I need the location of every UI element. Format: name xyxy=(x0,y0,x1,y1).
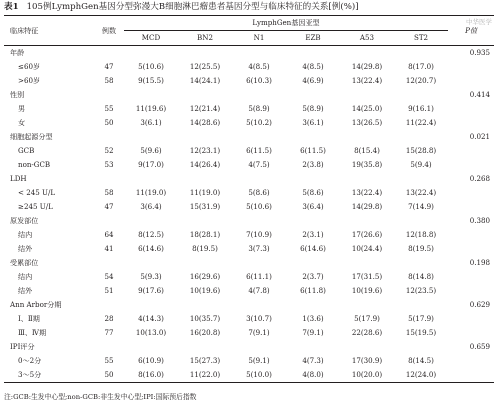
p-value xyxy=(448,102,494,116)
subtype-count-cell: 14(29.8) xyxy=(351,202,383,211)
empty-cell xyxy=(286,172,340,186)
empty-cell xyxy=(286,298,340,312)
case-count: 51 xyxy=(104,286,114,295)
p-value xyxy=(448,368,494,383)
table-row xyxy=(4,74,494,88)
empty-cell xyxy=(394,88,448,102)
watermark: 中华医学 xyxy=(466,18,492,26)
empty-cell xyxy=(94,214,124,228)
case-count: 52 xyxy=(104,146,114,155)
subtype-count-cell: 13(22.4) xyxy=(351,76,383,85)
subtype-count-cell: 7(14.9) xyxy=(408,202,434,211)
subgroup-label: 结内 xyxy=(18,272,33,281)
subtype-count-cell: 12(21.4) xyxy=(189,104,221,113)
subtype-count-cell: 17(31.5) xyxy=(351,272,383,281)
empty-cell xyxy=(178,130,232,144)
empty-cell xyxy=(178,340,232,354)
subtype-count-cell: 3(7.3) xyxy=(248,244,270,253)
subgroup-label: < 245 U/L xyxy=(18,188,56,197)
category-label: 年龄 xyxy=(10,48,25,57)
table-body xyxy=(4,46,494,383)
table-number: 表1 xyxy=(4,2,19,12)
p-value xyxy=(448,158,494,172)
subgroup-label: 3～5分 xyxy=(4,368,94,383)
category-label: LDH xyxy=(10,174,27,183)
table-row xyxy=(4,102,494,116)
subgroup-label: >60岁 xyxy=(18,76,41,85)
empty-cell xyxy=(178,172,232,186)
subtype-count-cell: 14(24.1) xyxy=(189,76,221,85)
feature-header: 临床特征 xyxy=(4,16,94,46)
case-count: 41 xyxy=(104,244,114,253)
subgroup-label: Ⅲ、Ⅳ期 xyxy=(18,328,47,337)
subtype-count-cell: 5(9.4) xyxy=(410,160,432,169)
subtype-count-cell: 14(25.0) xyxy=(351,104,383,113)
subtype-count-cell: 5(8.6) xyxy=(248,188,270,197)
subtype-count-cell: 12(23.5) xyxy=(405,286,437,295)
empty-cell xyxy=(124,46,178,61)
subtype-count-cell: 9(16.1) xyxy=(408,104,434,113)
case-count: 47 xyxy=(104,202,114,211)
category-row xyxy=(4,214,494,228)
category-row xyxy=(4,46,494,61)
p-value: 0.659 xyxy=(469,342,491,351)
subgroup-label: 男 xyxy=(18,104,26,113)
subtype-count-cell: 4(6.9) xyxy=(302,76,324,85)
subtype-count-cell: 5(9.6) xyxy=(140,146,162,155)
empty-cell xyxy=(232,298,286,312)
p-value xyxy=(448,312,494,326)
clinical-features-table xyxy=(4,15,494,383)
empty-cell xyxy=(178,88,232,102)
subtype-count-cell: 15(19.5) xyxy=(405,328,437,337)
empty-cell xyxy=(232,214,286,228)
case-count: 50 xyxy=(94,368,124,383)
subtype-count-cell: 12(25.5) xyxy=(189,62,221,71)
subtype-count-cell: 6(10.9) xyxy=(138,356,164,365)
case-count: 58 xyxy=(104,76,114,85)
subtype-count-cell: 5(8.9) xyxy=(302,104,324,113)
subtype-count-cell: 11(19.0) xyxy=(189,188,221,197)
subtype-header: MCD xyxy=(124,31,178,46)
subtype-count-cell: 4(7.8) xyxy=(248,286,270,295)
subtype-count-cell: 16(29.6) xyxy=(189,272,221,281)
table-row xyxy=(4,116,494,130)
subtype-count-cell: 17(26.6) xyxy=(351,230,383,239)
table-caption xyxy=(4,1,494,14)
subtype-count-cell: 3(6.1) xyxy=(140,118,162,127)
empty-cell xyxy=(340,172,394,186)
empty-cell xyxy=(94,130,124,144)
subtype-count-cell: 5(10.6) xyxy=(246,202,272,211)
table-row xyxy=(4,284,494,298)
subtype-count-cell: 8(17.0) xyxy=(408,62,434,71)
subtype-count-cell: 3(10.7) xyxy=(246,314,272,323)
category-row xyxy=(4,172,494,186)
subtype-count-cell: 12(23.1) xyxy=(189,146,221,155)
subtype-count-cell: 1(3.6) xyxy=(302,314,324,323)
p-header: P值 xyxy=(448,16,494,46)
table-row xyxy=(4,186,494,200)
subtype-count-cell: 2(3.7) xyxy=(302,272,324,281)
subtype-count-cell: 15(31.9) xyxy=(189,202,221,211)
empty-cell xyxy=(124,256,178,270)
subtype-count-cell: 5(17.9) xyxy=(408,314,434,323)
subtype-count-cell: 11(22.0) xyxy=(178,368,232,383)
empty-cell xyxy=(286,256,340,270)
p-value xyxy=(448,354,494,368)
category-label: 受累部位 xyxy=(10,258,39,267)
p-value: 0.414 xyxy=(469,90,491,99)
subtype-count-cell: 17(30.9) xyxy=(351,356,383,365)
table-row xyxy=(4,368,494,383)
subtype-count-cell: 8(16.0) xyxy=(124,368,178,383)
empty-cell xyxy=(94,88,124,102)
p-value: 0.935 xyxy=(469,48,491,57)
empty-cell xyxy=(124,130,178,144)
subtype-count-cell: 4(7.5) xyxy=(248,160,270,169)
subtype-count-cell: 18(28.1) xyxy=(189,230,221,239)
empty-cell xyxy=(286,214,340,228)
empty-cell xyxy=(178,256,232,270)
p-value: 0.198 xyxy=(469,258,491,267)
subtype-count-cell: 6(11.1) xyxy=(246,272,272,281)
case-count: 53 xyxy=(104,160,114,169)
empty-cell xyxy=(340,46,394,61)
subtype-header: BN2 xyxy=(178,31,232,46)
subtype-count-cell: 9(17.0) xyxy=(138,160,164,169)
table-row xyxy=(4,270,494,284)
subtype-count-cell: 11(19.0) xyxy=(135,188,167,197)
category-label: 细胞起源分型 xyxy=(10,132,53,141)
subtype-count-cell: 5(9.3) xyxy=(140,272,162,281)
p-value xyxy=(448,186,494,200)
empty-cell xyxy=(178,214,232,228)
subtype-count-cell: 9(15.5) xyxy=(138,76,164,85)
subtype-count-cell: 10(35.7) xyxy=(189,314,221,323)
subgroup-label: 结外 xyxy=(18,244,33,253)
subtype-count-cell: 5(9.1) xyxy=(248,356,270,365)
empty-cell xyxy=(94,172,124,186)
subtype-count-cell: 8(19.5) xyxy=(192,244,218,253)
subtype-count-cell: 6(10.3) xyxy=(246,76,272,85)
table-title: 105例LymphGen基因分型弥漫大B细胞淋巴瘤患者基因分型与临床特征的关系[例(%)] xyxy=(26,2,359,12)
subtype-count-cell: 2(3.1) xyxy=(302,230,324,239)
p-value xyxy=(448,284,494,298)
table-row xyxy=(4,144,494,158)
subtype-header: N1 xyxy=(232,31,286,46)
subtype-count-cell: 10(24.4) xyxy=(351,244,383,253)
empty-cell xyxy=(232,172,286,186)
p-value xyxy=(448,144,494,158)
case-count: 54 xyxy=(104,272,114,281)
category-label: IPI评分 xyxy=(10,342,35,351)
table-row xyxy=(4,242,494,256)
category-row xyxy=(4,298,494,312)
p-value xyxy=(448,270,494,284)
table-row xyxy=(4,354,494,368)
subtype-count-cell: 10(13.0) xyxy=(135,328,167,337)
subtype-count-cell: 5(10.0) xyxy=(232,368,286,383)
subtype-count-cell: 3(6.1) xyxy=(302,118,324,127)
subtype-header: A53 xyxy=(340,31,394,46)
subgroup-label: non-GCB xyxy=(18,160,51,169)
subtype-header: ST2 xyxy=(394,31,448,46)
empty-cell xyxy=(340,298,394,312)
case-count: 64 xyxy=(104,230,114,239)
empty-cell xyxy=(124,88,178,102)
p-value xyxy=(448,74,494,88)
p-value xyxy=(448,60,494,74)
table-row xyxy=(4,60,494,74)
empty-cell xyxy=(124,298,178,312)
header-row-1 xyxy=(4,16,494,31)
subtype-count-cell: 4(7.3) xyxy=(302,356,324,365)
p-value xyxy=(448,116,494,130)
subgroup-label: 结内 xyxy=(18,230,33,239)
case-count: 77 xyxy=(104,328,114,337)
case-count: 28 xyxy=(104,314,114,323)
subtype-count-cell: 14(26.4) xyxy=(189,160,221,169)
subtype-count-cell: 13(26.5) xyxy=(351,118,383,127)
p-value xyxy=(448,228,494,242)
subtype-count-cell: 15(27.3) xyxy=(189,356,221,365)
empty-cell xyxy=(394,214,448,228)
subtype-count-cell: 6(11.5) xyxy=(246,146,272,155)
subtype-count-cell: 5(10.6) xyxy=(138,62,164,71)
subtype-count-cell: 6(14.6) xyxy=(138,244,164,253)
category-label: 原发部位 xyxy=(10,216,39,225)
subtype-count-cell: 7(9.1) xyxy=(248,328,270,337)
empty-cell xyxy=(178,298,232,312)
subtype-count-cell: 14(29.8) xyxy=(351,62,383,71)
subtype-count-cell: 8(19.5) xyxy=(408,244,434,253)
category-row xyxy=(4,130,494,144)
empty-cell xyxy=(394,256,448,270)
table-row xyxy=(4,158,494,172)
subgroup-label: Ⅰ、Ⅱ期 xyxy=(18,314,40,323)
table-footnote: 注:GCB:生发中心型;non-GCB:非生发中心型;IPI:国际预后指数 xyxy=(4,393,197,401)
empty-cell xyxy=(394,340,448,354)
subtype-count-cell: 8(14.5) xyxy=(408,356,434,365)
subtype-count-cell: 7(10.9) xyxy=(246,230,272,239)
n-header: 例数 xyxy=(94,16,124,46)
subtype-count-cell: 10(20.0) xyxy=(340,368,394,383)
empty-cell xyxy=(94,340,124,354)
subtype-count-cell: 19(35.8) xyxy=(351,160,383,169)
empty-cell xyxy=(340,340,394,354)
empty-cell xyxy=(394,46,448,61)
subgroup-label: 结外 xyxy=(18,286,33,295)
subgroup-label: 女 xyxy=(18,118,26,127)
subgroup-label: ≥245 U/L xyxy=(18,202,53,211)
table-row xyxy=(4,312,494,326)
category-row xyxy=(4,88,494,102)
empty-cell xyxy=(286,88,340,102)
p-value xyxy=(448,200,494,214)
subgroup-label: ≤60岁 xyxy=(18,62,41,71)
category-row xyxy=(4,340,494,354)
case-count: 55 xyxy=(104,104,114,113)
subtype-count-cell: 5(8.6) xyxy=(302,188,324,197)
subtype-count-cell: 5(8.9) xyxy=(248,104,270,113)
subtype-count-cell: 3(6.4) xyxy=(140,202,162,211)
p-value: 0.021 xyxy=(469,132,491,141)
subtype-count-cell: 8(12.5) xyxy=(138,230,164,239)
table-row xyxy=(4,200,494,214)
empty-cell xyxy=(340,256,394,270)
case-count: 55 xyxy=(104,356,114,365)
subtype-count-cell: 11(19.6) xyxy=(135,104,167,113)
subtype-count-cell: 15(28.8) xyxy=(405,146,437,155)
subtype-count-cell: 13(22.4) xyxy=(405,188,437,197)
subgroup-label: GCB xyxy=(18,146,35,155)
table-row xyxy=(4,326,494,340)
subtype-count-cell: 2(3.8) xyxy=(302,160,324,169)
table-row xyxy=(4,228,494,242)
empty-cell xyxy=(340,214,394,228)
subtype-count-cell: 4(8.5) xyxy=(302,62,324,71)
empty-cell xyxy=(340,88,394,102)
p-value: 0.268 xyxy=(469,174,491,183)
subtype-count-cell: 13(22.4) xyxy=(351,188,383,197)
category-row xyxy=(4,256,494,270)
subtype-count-cell: 10(19.6) xyxy=(351,286,383,295)
subtype-header: EZB xyxy=(286,31,340,46)
empty-cell xyxy=(124,340,178,354)
p-value xyxy=(448,242,494,256)
subtype-count-cell: 10(19.6) xyxy=(189,286,221,295)
subtype-count-cell: 12(24.0) xyxy=(394,368,448,383)
case-count: 47 xyxy=(104,62,114,71)
empty-cell xyxy=(124,214,178,228)
p-value xyxy=(448,326,494,340)
subtype-count-cell: 5(17.9) xyxy=(354,314,380,323)
subtype-count-cell: 5(10.2) xyxy=(246,118,272,127)
empty-cell xyxy=(340,130,394,144)
subtype-count-cell: 8(14.8) xyxy=(408,272,434,281)
subtype-count-cell: 4(8.5) xyxy=(248,62,270,71)
subtype-count-cell: 3(6.4) xyxy=(302,202,324,211)
empty-cell xyxy=(286,46,340,61)
empty-cell xyxy=(232,256,286,270)
p-value: 0.380 xyxy=(469,216,491,225)
subtype-count-cell: 12(20.7) xyxy=(405,76,437,85)
empty-cell xyxy=(232,340,286,354)
subgroup-label: 0～2分 xyxy=(18,356,42,365)
subtype-count-cell: 22(28.6) xyxy=(351,328,383,337)
empty-cell xyxy=(232,88,286,102)
case-count: 50 xyxy=(104,118,114,127)
p-value: 0.629 xyxy=(469,300,491,309)
empty-cell xyxy=(394,298,448,312)
subtype-count-cell: 8(15.4) xyxy=(354,146,380,155)
empty-cell xyxy=(394,172,448,186)
empty-cell xyxy=(232,130,286,144)
subtype-count-cell: 12(18.8) xyxy=(405,230,437,239)
subtype-count-cell: 6(11.5) xyxy=(300,146,326,155)
subtype-count-cell: 7(9.1) xyxy=(302,328,324,337)
subtype-group-header: LymphGen基因亚型 xyxy=(124,16,448,31)
empty-cell xyxy=(286,340,340,354)
case-count: 58 xyxy=(104,188,114,197)
empty-cell xyxy=(232,46,286,61)
category-label: 性别 xyxy=(10,90,25,99)
empty-cell xyxy=(124,172,178,186)
empty-cell xyxy=(394,130,448,144)
subtype-count-cell: 16(20.8) xyxy=(189,328,221,337)
empty-cell xyxy=(286,130,340,144)
subtype-count-cell: 6(11.8) xyxy=(300,286,326,295)
subtype-count-cell: 14(28.6) xyxy=(189,118,221,127)
empty-cell xyxy=(178,46,232,61)
empty-cell xyxy=(94,298,124,312)
subtype-count-cell: 9(17.6) xyxy=(138,286,164,295)
subtype-count-cell: 6(14.6) xyxy=(300,244,326,253)
empty-cell xyxy=(94,46,124,61)
subtype-count-cell: 4(14.3) xyxy=(138,314,164,323)
category-label: Ann Arbor分期 xyxy=(10,300,62,309)
empty-cell xyxy=(94,256,124,270)
subtype-count-cell: 11(22.4) xyxy=(405,118,437,127)
subtype-count-cell: 4(8.0) xyxy=(286,368,340,383)
